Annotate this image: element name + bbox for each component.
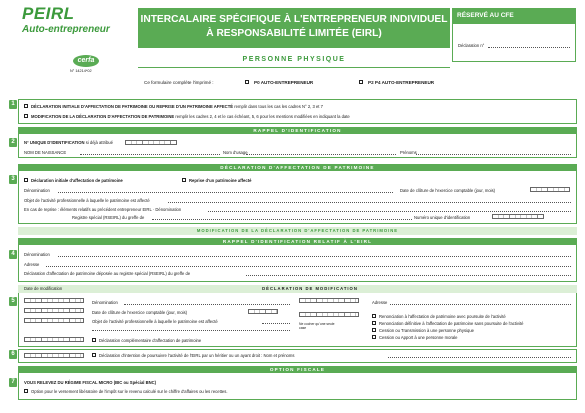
s3-reprise-info: En cas de reprise : éléments relatifs au précédent entrepreneur EIRL · Dénomination	[24, 207, 182, 212]
checkbox-modification[interactable]	[24, 114, 28, 118]
s5-closing-date: Date de clôture de l'exercice comptable (jour, mois)	[92, 310, 188, 315]
s3-denomination: Dénomination	[24, 188, 50, 193]
section-7-box	[18, 373, 577, 400]
s2-bar: RAPPEL D'IDENTIFICATION	[18, 127, 577, 134]
subtitle-divider	[138, 67, 450, 68]
s5-opt2: Renonciation définitive à l'affectation de patrimoine sans poursuite de l'activité	[379, 321, 524, 326]
s5-opt4: Cession ou Apport à une personne morale	[379, 335, 458, 340]
s6-text: Déclaration d'intention de poursuivre l'activité de l'EIRL par un héritier ou un ayant droit : Nom et prénoms	[99, 353, 295, 358]
s2-birth-name-field[interactable]	[80, 154, 220, 155]
s1-line2	[31, 114, 350, 119]
s5-right-date-2[interactable]	[299, 312, 359, 317]
s7-title: VOUS RELEVEZ DU RÉGIME FISCAL MICRO (BIC ou Spécial BNC)	[24, 380, 157, 385]
s5-object: Objet de l'activité professionnelle à laquelle le patrimoine est affecté	[92, 319, 218, 324]
s5-opt3: Cession ou Transmission à une personne physique	[379, 328, 474, 333]
s3-reprise: Reprise d'un patrimoine affecté	[189, 178, 252, 183]
cerfa-logo: cerfa	[73, 55, 99, 67]
declaration-number-label: Déclaration n°	[458, 43, 485, 48]
section-7-number: 7	[9, 378, 17, 387]
s5-denomination: Dénomination	[92, 300, 118, 305]
brand-title: PEIRL	[22, 4, 75, 23]
section-1-box	[18, 99, 577, 124]
cfe-reserved-label: RÉSERVÉ AU CFE	[457, 12, 514, 19]
s2-first-names: Prénoms	[400, 150, 417, 155]
s2-unique-id-cells[interactable]	[125, 140, 177, 145]
section-2-number: 2	[9, 138, 17, 147]
s5-closing-date-cells[interactable]	[248, 309, 278, 314]
s7-option: Option pour le versement libératoire de l'impôt sur le revenu calculé sur le chiffre d'affaires ou les recettes.	[31, 389, 228, 394]
s5-address: Adresse	[372, 300, 388, 305]
section-4-box	[18, 245, 577, 282]
s3-closing-date-cells[interactable]	[530, 187, 570, 192]
checkbox-reprise[interactable]	[182, 178, 186, 182]
s4-denomination-field[interactable]	[58, 256, 571, 257]
s5-object-field-2[interactable]	[92, 330, 290, 331]
s2-if-assigned: si déjà attribué	[85, 140, 113, 145]
s5-denomination-field[interactable]	[124, 304, 290, 305]
s4-address: Adresse	[24, 262, 40, 267]
checkbox-complementary[interactable]	[92, 338, 96, 342]
checkbox-cession-morale[interactable]	[372, 335, 376, 339]
checkbox-initial-declaration[interactable]	[24, 104, 28, 108]
s3-object: Objet de l'activité professionnelle à laquelle le patrimoine est affecté	[24, 198, 150, 203]
checkbox-p2p4[interactable]	[359, 80, 363, 84]
s6-name-field[interactable]	[388, 357, 571, 358]
s5-date-cells-2[interactable]	[24, 308, 84, 313]
s1-line1-rest: remplir dans tous les cas les cadres N° 2, 3 et 7	[234, 104, 323, 109]
checkbox-cession-physique[interactable]	[372, 328, 376, 332]
s5-address-field[interactable]	[390, 304, 571, 305]
option-p0-label: P0 AUTO-ENTREPRENEUR	[254, 80, 314, 85]
checkbox-heir-intention[interactable]	[92, 353, 96, 357]
s2-first-names-field[interactable]	[416, 154, 571, 155]
s5-object-field[interactable]	[262, 323, 290, 324]
s5-right-date-1[interactable]	[299, 298, 359, 303]
s7-bar: OPTION FISCALE	[18, 366, 577, 373]
s4-deposit-field[interactable]	[246, 275, 571, 276]
completes-label: Ce formulaire complète l'imprimé :	[144, 80, 214, 85]
section-4-number: 4	[9, 250, 17, 259]
s5-date-cells-4[interactable]	[24, 337, 84, 342]
s3-bar: DÉCLARATION D'AFFECTATION DE PATRIMOINE	[18, 164, 577, 171]
s2-unique-id	[24, 140, 113, 145]
checkbox-initial-affectation[interactable]	[24, 178, 28, 182]
s3-initial: Déclaration initiale d'affectation de patrimoine	[31, 178, 123, 183]
checkbox-renonciation-avec[interactable]	[372, 314, 376, 318]
brand-subtitle: Auto-entrepreneur	[22, 24, 110, 35]
form-subtitle: PERSONNE PHYSIQUE	[242, 56, 346, 63]
declaration-number-line	[488, 47, 570, 48]
s5-check-note: Ne cocher qu'une seule case	[299, 322, 335, 330]
checkbox-fiscal-option[interactable]	[24, 389, 28, 393]
s5-date-cells-3[interactable]	[24, 318, 84, 323]
header-title-line2: À RESPONSABILITÉ LIMITÉE (EIRL)	[206, 28, 382, 39]
s3-registry: Registre spécial (RSEIRL) du greffe de	[72, 215, 145, 220]
s2-birth-name: NOM DE NAISSANCE	[24, 150, 67, 155]
section-5-number: 5	[9, 297, 17, 306]
s5-bar: DÉCLARATION DE MODIFICATION	[262, 286, 358, 291]
s6-date-cells[interactable]	[24, 353, 84, 358]
s5-complementary: Déclaration complémentaire d'affectation de patrimoine	[99, 338, 202, 343]
section-1-number: 1	[9, 100, 17, 109]
option-p2p4-label: P2 P4 AUTO-ENTREPRENEUR	[368, 80, 435, 85]
s2-usage-name: Nom d'usage	[223, 150, 248, 155]
section-6-number: 6	[9, 350, 17, 359]
checkbox-renonciation-sans[interactable]	[372, 321, 376, 325]
s3-denomination-field[interactable]	[58, 192, 393, 193]
s3-id-number: Numéro unique d'identification	[414, 215, 471, 220]
s4-denomination: Dénomination	[24, 252, 50, 257]
s3-reprise-denomination-field[interactable]	[208, 211, 571, 212]
s1-line1	[31, 104, 323, 109]
s3-registry-field[interactable]	[152, 219, 412, 220]
s4-address-field[interactable]	[46, 266, 571, 267]
s5-opt1: Renonciation à l'affectation de patrimoine avec poursuite de l'activité	[379, 314, 506, 319]
section-3-number: 3	[9, 175, 17, 184]
checkbox-p0[interactable]	[245, 80, 249, 84]
s2-unique-id-label: N° UNIQUE D'IDENTIFICATION	[24, 140, 85, 145]
s1-line2-bold: MODIFICATION DE LA DÉCLARATION D'AFFECTATION DE PATRIMOINE	[31, 114, 175, 119]
header-title-line1: INTERCALAIRE SPÉCIFIQUE À L'ENTREPRENEUR INDIVIDUEL	[140, 14, 448, 25]
s1-line2-rest: remplir les cadres 2, 4 et le cas échéant, 5, 6 pour les mentions modifiées en indiquant la date	[175, 114, 350, 119]
s4-main-bar: MODIFICATION DE LA DÉCLARATION D'AFFECTATION DE PATRIMOINE	[196, 228, 399, 233]
s3-id-number-cells[interactable]	[492, 214, 544, 219]
s5-date-cells-1[interactable]	[24, 298, 84, 303]
s3-closing-date: Date de clôture de l'exercice comptable (jour, mois)	[400, 188, 496, 193]
cerfa-number: N° 14214*02	[70, 69, 92, 73]
s1-line1-bold: DÉCLARATION INITIALE D'AFFECTATION DE PATRIMOINE OU REPRISE D'UN PATRIMOINE AFFECTÉ	[31, 104, 234, 109]
s4-deposit: Déclaration d'affectation de patrimoine déposée au registre spécial (RSEIRL) du greffe de	[24, 271, 191, 276]
s5-mod-date: Date de modification	[24, 286, 63, 291]
s4-bar: RAPPEL D'IDENTIFICATION RELATIF À L'EIRL	[18, 238, 577, 245]
s2-usage-name-field[interactable]	[246, 154, 396, 155]
s3-object-field[interactable]	[168, 202, 571, 203]
